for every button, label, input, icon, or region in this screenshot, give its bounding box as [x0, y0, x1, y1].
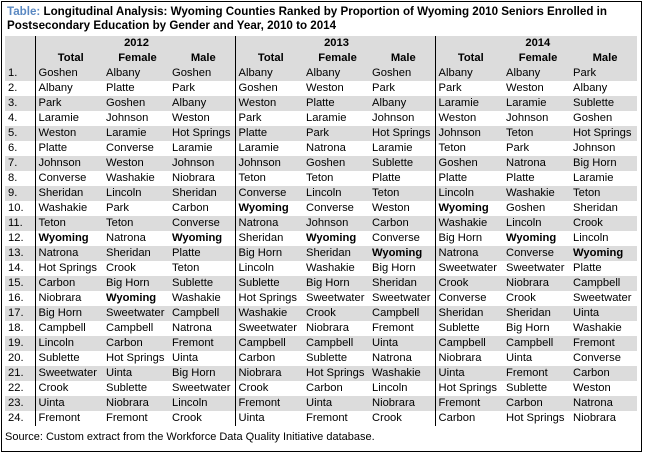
county-cell: Natrona: [570, 396, 637, 411]
column-header-total: Total: [35, 51, 103, 66]
county-cell: Carbon: [169, 201, 235, 216]
county-cell: Lincoln: [435, 186, 503, 201]
county-cell: Wyoming: [570, 246, 637, 261]
county-cell: Lincoln: [570, 231, 637, 246]
county-cell: Goshen: [435, 156, 503, 171]
county-cell: Washakie: [303, 261, 369, 276]
county-cell: Crook: [103, 261, 169, 276]
county-cell: Sheridan: [503, 306, 570, 321]
county-cell: Big Horn: [503, 321, 570, 336]
rank-cell: 19.: [5, 336, 35, 351]
column-header-row: [5, 51, 637, 66]
rank-cell: 4.: [5, 111, 35, 126]
county-cell: Hot Springs: [303, 366, 369, 381]
county-cell: Uinta: [503, 351, 570, 366]
county-cell: Crook: [169, 411, 235, 426]
county-cell: Goshen: [369, 66, 435, 81]
county-cell: Weston: [303, 81, 369, 96]
county-cell: Laramie: [435, 96, 503, 111]
county-cell: Albany: [103, 66, 169, 81]
county-cell: Sheridan: [303, 246, 369, 261]
county-cell: Laramie: [303, 111, 369, 126]
county-cell: Sweetwater: [369, 291, 435, 306]
county-cell: Park: [169, 81, 235, 96]
county-cell: Sweetwater: [435, 261, 503, 276]
county-cell: Uinta: [369, 336, 435, 351]
county-cell: Teton: [570, 186, 637, 201]
table-row: [5, 186, 637, 201]
rank-cell: 10.: [5, 201, 35, 216]
county-cell: Natrona: [169, 321, 235, 336]
county-cell: Uinta: [235, 411, 303, 426]
county-cell: Goshen: [103, 96, 169, 111]
county-cell: Park: [303, 126, 369, 141]
county-cell: Johnson: [503, 111, 570, 126]
county-cell: Wyoming: [35, 231, 103, 246]
county-cell: Park: [503, 141, 570, 156]
rank-cell: 20.: [5, 351, 35, 366]
rank-cell: 22.: [5, 381, 35, 396]
county-cell: Fremont: [35, 411, 103, 426]
county-cell: Lincoln: [169, 396, 235, 411]
rank-cell: 24.: [5, 411, 35, 426]
year-header: 2014: [435, 36, 637, 51]
table-row: [5, 306, 637, 321]
county-cell: Hot Springs: [435, 381, 503, 396]
county-cell: Platte: [435, 171, 503, 186]
county-cell: Teton: [169, 261, 235, 276]
county-cell: Sublette: [303, 351, 369, 366]
county-cell: Goshen: [570, 111, 637, 126]
county-cell: Carbon: [303, 381, 369, 396]
table-row: [5, 126, 637, 141]
county-cell: Uinta: [570, 306, 637, 321]
county-cell: Campbell: [503, 336, 570, 351]
county-cell: Park: [435, 81, 503, 96]
county-cell: Albany: [35, 81, 103, 96]
table-row: [5, 261, 637, 276]
county-cell: Albany: [235, 66, 303, 81]
column-header-male: Male: [570, 51, 637, 66]
table-row: [5, 81, 637, 96]
county-cell: Platte: [369, 171, 435, 186]
county-cell: Carbon: [103, 336, 169, 351]
county-cell: Weston: [570, 381, 637, 396]
county-cell: Wyoming: [369, 246, 435, 261]
county-cell: Sheridan: [369, 276, 435, 291]
county-cell: Sublette: [435, 321, 503, 336]
county-cell: Fremont: [503, 366, 570, 381]
county-cell: Campbell: [103, 321, 169, 336]
county-cell: Platte: [503, 171, 570, 186]
county-cell: Washakie: [503, 186, 570, 201]
rank-cell: 8.: [5, 171, 35, 186]
county-cell: Uinta: [103, 366, 169, 381]
county-cell: Crook: [369, 411, 435, 426]
county-cell: Niobrara: [303, 321, 369, 336]
county-cell: Hot Springs: [169, 126, 235, 141]
county-cell: Uinta: [435, 366, 503, 381]
county-cell: Washakie: [103, 171, 169, 186]
county-cell: Crook: [503, 291, 570, 306]
caption-title: Longitudinal Analysis: Wyoming Counties Ranked by Proportion of Wyoming 2010 Seniors Enrolled in Postsecondary Education by Gender and Year, 2010 to 2014: [7, 5, 607, 32]
county-cell: Johnson: [570, 141, 637, 156]
county-cell: Platte: [303, 96, 369, 111]
table-row: [5, 336, 637, 351]
county-cell: Niobrara: [103, 396, 169, 411]
county-cell: Uinta: [169, 351, 235, 366]
county-cell: Hot Springs: [570, 126, 637, 141]
county-cell: Weston: [35, 126, 103, 141]
county-cell: Fremont: [369, 321, 435, 336]
county-cell: Uinta: [303, 396, 369, 411]
table-row: [5, 366, 637, 381]
rank-cell: 3.: [5, 96, 35, 111]
county-cell: Natrona: [235, 216, 303, 231]
county-cell: Converse: [103, 141, 169, 156]
county-cell: Laramie: [570, 171, 637, 186]
county-cell: Sublette: [235, 276, 303, 291]
county-cell: Fremont: [169, 336, 235, 351]
year-header: 2012: [35, 36, 235, 51]
county-cell: Wyoming: [503, 231, 570, 246]
county-cell: Natrona: [35, 246, 103, 261]
rank-cell: 11.: [5, 216, 35, 231]
county-cell: Lincoln: [369, 381, 435, 396]
county-cell: Crook: [235, 381, 303, 396]
county-cell: Laramie: [169, 141, 235, 156]
column-header-female: Female: [103, 51, 169, 66]
county-cell: Washakie: [169, 291, 235, 306]
county-cell: Platte: [103, 81, 169, 96]
year-header-blank: [5, 36, 35, 51]
county-cell: Niobrara: [35, 291, 103, 306]
county-cell: Teton: [435, 141, 503, 156]
county-cell: Sheridan: [103, 246, 169, 261]
table-row: [5, 231, 637, 246]
county-cell: Carbon: [503, 396, 570, 411]
county-cell: Big Horn: [35, 306, 103, 321]
county-cell: Campbell: [35, 321, 103, 336]
rank-cell: 18.: [5, 321, 35, 336]
county-cell: Sublette: [169, 276, 235, 291]
county-cell: Fremont: [570, 336, 637, 351]
county-cell: Crook: [303, 306, 369, 321]
county-cell: Sublette: [570, 96, 637, 111]
county-cell: Johnson: [35, 156, 103, 171]
county-cell: Albany: [369, 96, 435, 111]
county-cell: Fremont: [303, 411, 369, 426]
county-cell: Washakie: [35, 201, 103, 216]
county-cell: Goshen: [235, 81, 303, 96]
county-cell: Lincoln: [235, 261, 303, 276]
county-cell: Sublette: [35, 351, 103, 366]
county-cell: Niobrara: [235, 366, 303, 381]
column-header-female: Female: [303, 51, 369, 66]
county-cell: Park: [103, 201, 169, 216]
county-cell: Platte: [169, 246, 235, 261]
county-cell: Goshen: [169, 66, 235, 81]
county-cell: Teton: [35, 216, 103, 231]
county-cell: Converse: [435, 291, 503, 306]
county-cell: Hot Springs: [35, 261, 103, 276]
county-cell: Laramie: [103, 126, 169, 141]
county-cell: Hot Springs: [235, 291, 303, 306]
county-cell: Converse: [235, 186, 303, 201]
county-cell: Goshen: [303, 156, 369, 171]
county-cell: Hot Springs: [503, 411, 570, 426]
table-row: [5, 276, 637, 291]
rank-cell: 2.: [5, 81, 35, 96]
county-cell: Niobrara: [435, 351, 503, 366]
table-row: [5, 351, 637, 366]
county-cell: Converse: [570, 351, 637, 366]
rank-cell: 9.: [5, 186, 35, 201]
county-cell: Wyoming: [103, 291, 169, 306]
table-row: [5, 66, 637, 81]
county-cell: Sweetwater: [303, 291, 369, 306]
county-cell: Sheridan: [35, 186, 103, 201]
county-cell: Hot Springs: [103, 351, 169, 366]
county-cell: Platte: [570, 261, 637, 276]
county-cell: Sheridan: [570, 201, 637, 216]
column-header-total: Total: [435, 51, 503, 66]
table-row: [5, 246, 637, 261]
county-cell: Campbell: [369, 306, 435, 321]
county-cell: Johnson: [103, 111, 169, 126]
county-cell: Hot Springs: [369, 126, 435, 141]
county-cell: Sublette: [103, 381, 169, 396]
column-header-male: Male: [169, 51, 235, 66]
county-cell: Natrona: [303, 141, 369, 156]
table-row: [5, 141, 637, 156]
county-cell: Sweetwater: [235, 321, 303, 336]
county-cell: Lincoln: [303, 186, 369, 201]
year-header-row: [5, 36, 637, 51]
county-cell: Albany: [503, 66, 570, 81]
column-header-male: Male: [369, 51, 435, 66]
county-cell: Weston: [503, 81, 570, 96]
table-body: [5, 66, 637, 426]
county-cell: Laramie: [35, 111, 103, 126]
county-cell: Wyoming: [303, 231, 369, 246]
county-cell: Washakie: [435, 216, 503, 231]
rank-cell: 16.: [5, 291, 35, 306]
county-cell: Big Horn: [435, 231, 503, 246]
county-cell: Big Horn: [570, 156, 637, 171]
county-cell: Campbell: [570, 276, 637, 291]
county-cell: Natrona: [369, 351, 435, 366]
county-cell: Weston: [369, 201, 435, 216]
county-cell: Niobrara: [570, 411, 637, 426]
county-cell: Niobrara: [169, 171, 235, 186]
county-cell: Sweetwater: [103, 306, 169, 321]
county-cell: Fremont: [435, 396, 503, 411]
county-cell: Albany: [169, 96, 235, 111]
county-cell: Albany: [570, 81, 637, 96]
county-cell: Park: [369, 81, 435, 96]
county-cell: Laramie: [235, 141, 303, 156]
county-cell: Lincoln: [35, 336, 103, 351]
county-cell: Weston: [103, 156, 169, 171]
county-cell: Crook: [570, 216, 637, 231]
county-cell: Teton: [503, 126, 570, 141]
county-cell: Lincoln: [503, 216, 570, 231]
county-cell: Wyoming: [169, 231, 235, 246]
county-cell: Campbell: [235, 336, 303, 351]
county-cell: Park: [570, 66, 637, 81]
county-cell: Crook: [35, 381, 103, 396]
county-cell: Carbon: [369, 216, 435, 231]
county-cell: Laramie: [503, 96, 570, 111]
table-row: [5, 321, 637, 336]
county-cell: Park: [35, 96, 103, 111]
rank-cell: 15.: [5, 276, 35, 291]
county-cell: Campbell: [435, 336, 503, 351]
source-note: Source: Custom extract from the Workforce Data Quality Initiative database.: [5, 431, 375, 443]
county-cell: Sweetwater: [35, 366, 103, 381]
county-cell: Sweetwater: [570, 291, 637, 306]
county-cell: Fremont: [103, 411, 169, 426]
county-cell: Goshen: [35, 66, 103, 81]
county-cell: Weston: [435, 111, 503, 126]
table-row: [5, 381, 637, 396]
county-cell: Sheridan: [169, 186, 235, 201]
county-cell: Teton: [103, 216, 169, 231]
county-cell: Sublette: [503, 381, 570, 396]
county-cell: Washakie: [369, 366, 435, 381]
rank-cell: 6.: [5, 141, 35, 156]
county-cell: Johnson: [435, 126, 503, 141]
county-cell: Teton: [235, 171, 303, 186]
county-cell: Sublette: [369, 156, 435, 171]
county-cell: Big Horn: [303, 276, 369, 291]
county-cell: Park: [235, 111, 303, 126]
column-header-female: Female: [503, 51, 570, 66]
county-cell: Natrona: [103, 231, 169, 246]
county-cell: Natrona: [503, 156, 570, 171]
county-cell: Wyoming: [235, 201, 303, 216]
county-cell: Campbell: [303, 336, 369, 351]
county-cell: Niobrara: [369, 396, 435, 411]
county-cell: Converse: [369, 231, 435, 246]
county-cell: Johnson: [303, 216, 369, 231]
county-cell: Big Horn: [103, 276, 169, 291]
rank-cell: 23.: [5, 396, 35, 411]
caption-label: Table:: [7, 5, 41, 18]
county-cell: Fremont: [235, 396, 303, 411]
county-cell: Teton: [303, 171, 369, 186]
county-cell: Sweetwater: [169, 381, 235, 396]
table-row: [5, 396, 637, 411]
county-cell: Big Horn: [169, 366, 235, 381]
table-row: [5, 216, 637, 231]
rank-cell: 21.: [5, 366, 35, 381]
rank-cell: 7.: [5, 156, 35, 171]
county-cell: Albany: [435, 66, 503, 81]
county-cell: Goshen: [503, 201, 570, 216]
county-cell: Converse: [35, 171, 103, 186]
county-cell: Johnson: [369, 111, 435, 126]
table-caption: [7, 5, 639, 33]
table-row: [5, 291, 637, 306]
county-cell: Washakie: [235, 306, 303, 321]
county-cell: Platte: [235, 126, 303, 141]
rank-cell: 14.: [5, 261, 35, 276]
county-cell: Big Horn: [369, 261, 435, 276]
table-row: [5, 96, 637, 111]
rank-cell: 12.: [5, 231, 35, 246]
county-cell: Wyoming: [435, 201, 503, 216]
county-cell: Carbon: [235, 351, 303, 366]
county-cell: Weston: [235, 96, 303, 111]
county-cell: Sheridan: [235, 231, 303, 246]
county-cell: Carbon: [570, 366, 637, 381]
county-cell: Niobrara: [503, 276, 570, 291]
table-row: [5, 156, 637, 171]
county-cell: Big Horn: [235, 246, 303, 261]
rank-cell: 5.: [5, 126, 35, 141]
rank-cell: 17.: [5, 306, 35, 321]
county-cell: Lincoln: [103, 186, 169, 201]
county-cell: Converse: [503, 246, 570, 261]
county-cell: Johnson: [169, 156, 235, 171]
table-row: [5, 111, 637, 126]
county-cell: Converse: [169, 216, 235, 231]
county-cell: Converse: [303, 201, 369, 216]
county-cell: Laramie: [369, 141, 435, 156]
county-cell: Johnson: [235, 156, 303, 171]
table-row: [5, 411, 637, 426]
county-cell: Uinta: [35, 396, 103, 411]
year-header: 2013: [235, 36, 435, 51]
county-cell: Carbon: [435, 411, 503, 426]
county-cell: Crook: [435, 276, 503, 291]
county-cell: Carbon: [35, 276, 103, 291]
rank-cell: 1.: [5, 66, 35, 81]
column-header-total: Total: [235, 51, 303, 66]
county-cell: Sheridan: [435, 306, 503, 321]
county-cell: Washakie: [570, 321, 637, 336]
county-cell: Campbell: [169, 306, 235, 321]
county-cell: Weston: [169, 111, 235, 126]
table-row: [5, 171, 637, 186]
rank-cell: 13.: [5, 246, 35, 261]
rankings-table: [5, 36, 637, 426]
county-cell: Natrona: [435, 246, 503, 261]
county-cell: Sweetwater: [503, 261, 570, 276]
county-cell: Platte: [35, 141, 103, 156]
county-cell: Albany: [303, 66, 369, 81]
column-header-blank: [5, 51, 35, 66]
county-cell: Teton: [369, 186, 435, 201]
table-row: [5, 201, 637, 216]
